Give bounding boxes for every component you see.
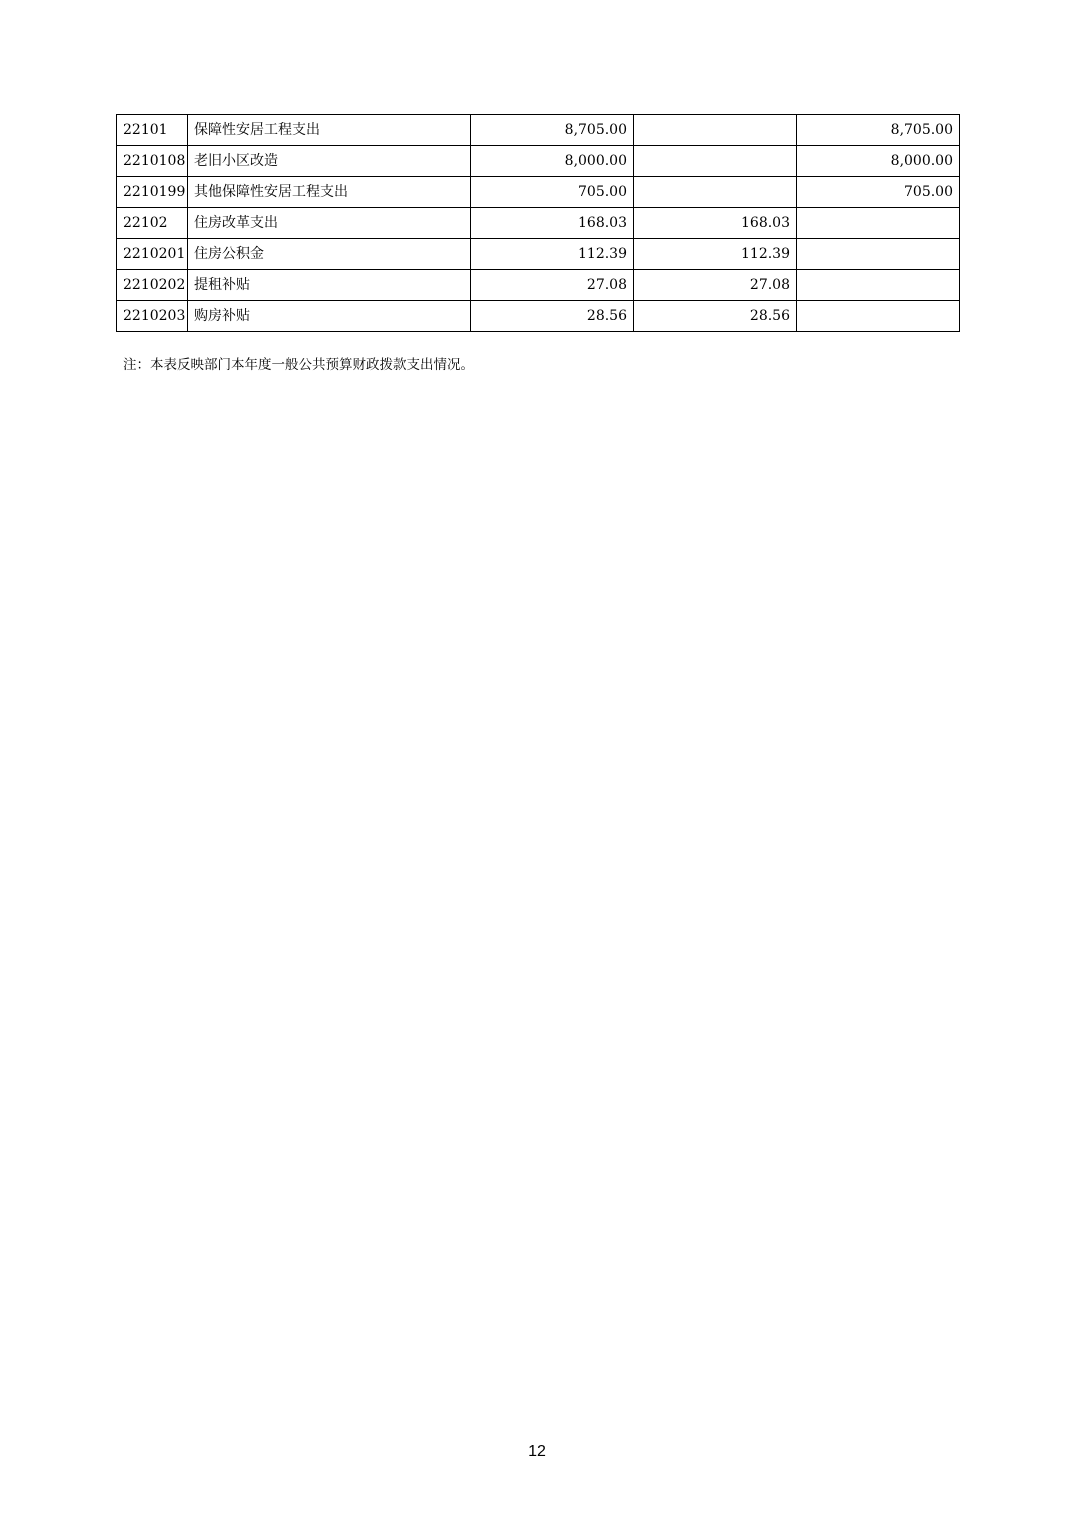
expenditure-table — [116, 114, 960, 332]
table-body — [117, 115, 960, 332]
row-project: 705.00 — [797, 177, 960, 208]
table-row — [117, 146, 960, 177]
row-code: 2210201 — [117, 239, 188, 270]
row-project — [797, 208, 960, 239]
row-project: 8,000.00 — [797, 146, 960, 177]
row-basic: 27.08 — [634, 270, 797, 301]
row-basic: 112.39 — [634, 239, 797, 270]
row-basic — [634, 177, 797, 208]
row-total: 28.56 — [471, 301, 634, 332]
row-project — [797, 301, 960, 332]
table-row — [117, 239, 960, 270]
row-code: 2210199 — [117, 177, 188, 208]
row-total: 168.03 — [471, 208, 634, 239]
table-row — [117, 270, 960, 301]
row-code: 2210203 — [117, 301, 188, 332]
row-project — [797, 270, 960, 301]
row-code: 2210108 — [117, 146, 188, 177]
table-note: 注：本表反映部门本年度一般公共预算财政拨款支出情况。 — [123, 357, 474, 373]
row-code: 2210202 — [117, 270, 188, 301]
row-total: 8,000.00 — [471, 146, 634, 177]
row-project: 8,705.00 — [797, 115, 960, 146]
row-total: 112.39 — [471, 239, 634, 270]
row-total: 8,705.00 — [471, 115, 634, 146]
table-row — [117, 177, 960, 208]
row-basic: 168.03 — [634, 208, 797, 239]
row-name: 住房公积金 — [188, 239, 471, 270]
row-code: 22101 — [117, 115, 188, 146]
row-basic — [634, 146, 797, 177]
row-name: 保障性安居工程支出 — [188, 115, 471, 146]
table-row — [117, 115, 960, 146]
row-name: 提租补贴 — [188, 270, 471, 301]
row-code: 22102 — [117, 208, 188, 239]
row-total: 27.08 — [471, 270, 634, 301]
page-number: 12 — [528, 1443, 546, 1460]
row-total: 705.00 — [471, 177, 634, 208]
row-basic — [634, 115, 797, 146]
row-name: 其他保障性安居工程支出 — [188, 177, 471, 208]
row-name: 购房补贴 — [188, 301, 471, 332]
row-basic: 28.56 — [634, 301, 797, 332]
row-project — [797, 239, 960, 270]
row-name: 老旧小区改造 — [188, 146, 471, 177]
row-name: 住房改革支出 — [188, 208, 471, 239]
table-row — [117, 208, 960, 239]
table-row — [117, 301, 960, 332]
